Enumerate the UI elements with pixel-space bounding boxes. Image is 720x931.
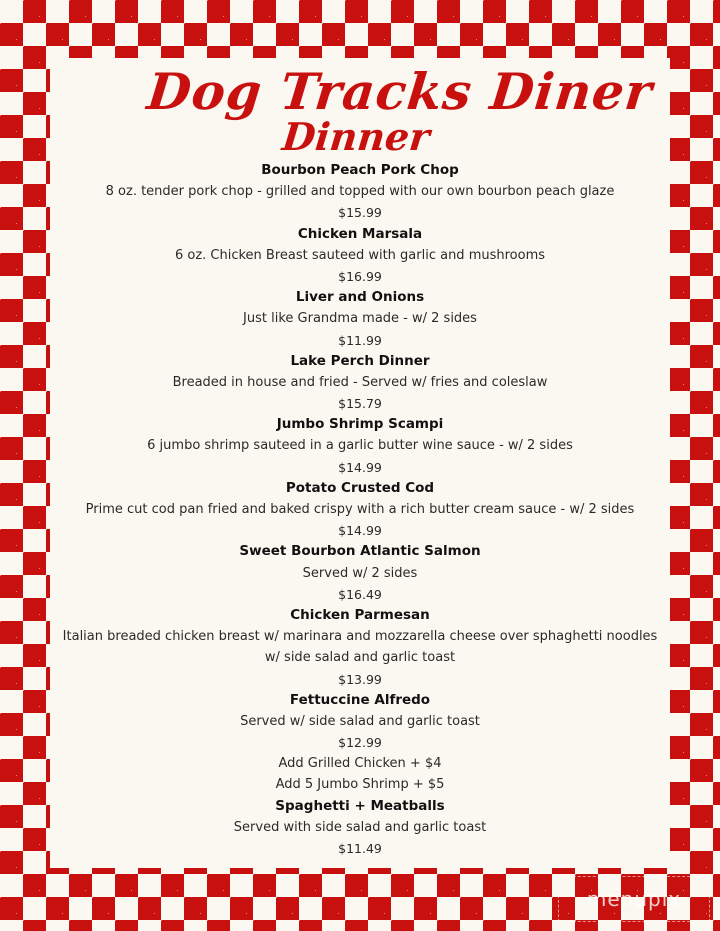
menu-item-name: Lake Perch Dinner: [290, 352, 430, 369]
menu-item-price: $15.79: [338, 396, 382, 412]
menu-item-description: Served w/ 2 sides: [302, 565, 418, 581]
menu-item-description: 8 oz. tender pork chop - grilled and topped with our own bourbon peach glaze: [105, 184, 615, 200]
menu-item-description: Italian breaded chicken breast w/ marinara and mozzarella cheese over sphaghetti noodles: [62, 629, 658, 645]
menu-item: [40, 287, 680, 351]
section-title: Dinner: [280, 114, 432, 159]
menu-item-name: Jumbo Shrimp Scampi: [276, 416, 444, 433]
menu-item-description: Prime cut cod pan fried and baked crispy with a rich butter cream sauce - w/ 2 sides: [85, 502, 635, 517]
menu-item-description: Breaded in house and fried - Served w/ fries and coleslaw: [172, 374, 548, 390]
page-title: Dog Tracks Diner: [144, 62, 656, 121]
menu-item-price: $15.99: [338, 205, 382, 221]
menu-item-price: $14.99: [338, 459, 382, 475]
menu-item-description: Add Grilled Chicken + $4: [278, 756, 442, 772]
menu-item-name: Bourbon Peach Pork Chop: [261, 162, 459, 178]
menu-item-description: Just like Grandma made - w/ 2 sides: [243, 311, 477, 327]
menu-item: [40, 796, 680, 860]
menu-list: [40, 160, 680, 859]
menu-item-description: Served with side salad and garlic toast: [233, 819, 487, 835]
watermark-logo: menupix: [558, 876, 710, 922]
menu-item-price: $11.99: [338, 332, 382, 348]
menu-item-price: $12.99: [338, 735, 382, 751]
menu-item: [40, 351, 680, 415]
menu-item-price: $13.99: [338, 671, 382, 687]
menu-item-price: $16.49: [338, 586, 382, 602]
menu-item-name: Chicken Parmesan: [290, 606, 430, 623]
menu-item-price: $16.99: [338, 268, 382, 284]
menu-item: [40, 690, 680, 796]
menu-item-name: Potato Crusted Cod: [285, 479, 435, 496]
menu-item: [40, 224, 680, 288]
menu-item-name: Chicken Marsala: [297, 225, 423, 242]
menu-item: [40, 414, 680, 478]
menu-item: [40, 605, 680, 690]
menu-item-name: Liver and Onions: [295, 289, 425, 306]
menu-item-price: $11.49: [338, 841, 382, 856]
menu-item-description: Served w/ side salad and garlic toast: [240, 713, 480, 729]
menu-item-name: Spaghetti + Meatballs: [275, 797, 445, 814]
menu-item-price: $14.99: [338, 523, 382, 539]
menu-item-description: Add 5 Jumbo Shrimp + $5: [275, 777, 445, 793]
menu-item-name: Fettuccine Alfredo: [289, 691, 431, 708]
menu-item-description: 6 jumbo shrimp sauteed in a garlic butter wine sauce - w/ 2 sides: [147, 438, 573, 454]
menu-item: [40, 541, 680, 605]
menu-item: [40, 160, 680, 224]
menu-item-description: w/ side salad and garlic toast: [264, 650, 456, 666]
menu-item-description: 6 oz. Chicken Breast sauteed with garlic and mushrooms: [174, 247, 546, 263]
menu-item: [40, 478, 680, 542]
menu-item-name: Sweet Bourbon Atlantic Salmon: [239, 543, 481, 560]
